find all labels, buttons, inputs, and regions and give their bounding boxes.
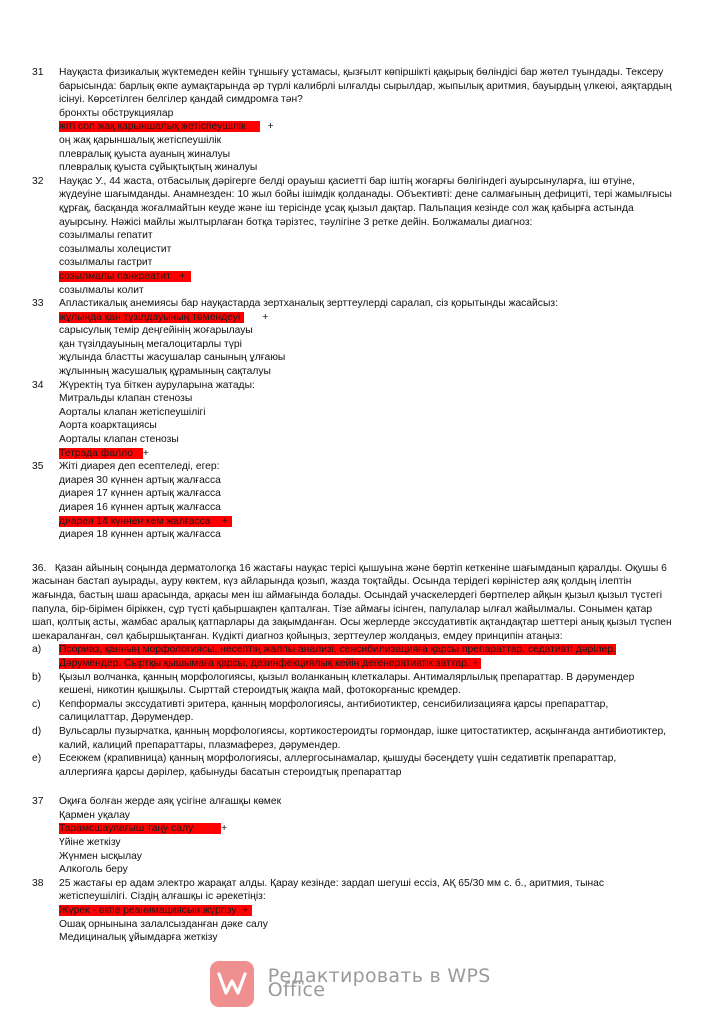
- question-37: [32, 795, 672, 877]
- question-34: [32, 379, 672, 461]
- question-number: 37: [32, 796, 44, 808]
- option-correct: диарея 14 күннен кем жалғасса +: [59, 515, 672, 529]
- option: Аорталы клапан стенозы: [59, 434, 179, 446]
- option: созылмалы колит: [59, 284, 144, 296]
- question-38: [32, 877, 672, 945]
- question-number: 38: [32, 877, 44, 889]
- option: сарысулық темір деңгейінің жоғарылауы: [59, 325, 253, 337]
- question-text: Науқас У., 44 жаста, отбасылық дәрігерге белді орауыш қасиетті бар іштің жоғарғы бөлігіндегі ауырсынуларға, іш өтуіне, жүдеуіне шағымданды. Анамнезден: 10 жыл бойы ішімдік қолданады. Объективті: дене салмағының дефициті, тері жамылғысы құрғақ, басқанда жоғалмайтын кеуде және іш терісінде ұсақ қызыл дақтар. Пальпация кезінде сол жақ қабырға астында ауырсыну. Нәжісі майлы жылтырлаған ботқа тәрізтес, тәулігіне 3 ретке дейін. Болжамалы диагноз:: [59, 175, 672, 228]
- options-list: [32, 311, 672, 379]
- option: диарея 30 күннен артық жалғасса: [59, 474, 221, 486]
- options-list: [32, 474, 672, 542]
- option-correct: Тарамсшаулағыш таңу салу +: [59, 823, 228, 835]
- question-number: 31: [32, 67, 44, 78]
- option: диарея 16 күннен артық жалғасса: [59, 502, 221, 513]
- document-page: [32, 66, 672, 945]
- question-35: [32, 460, 672, 542]
- question-number: 34: [32, 379, 44, 391]
- question-number: 35: [32, 461, 44, 473]
- option: плевралық қуыста сұйықтықтың жиналуы: [59, 162, 258, 174]
- question-text: Жүректің туа біткен ауруларына жатады:: [59, 379, 255, 391]
- answer: d) Вульсарлы пузырчатка, қанның морфологиясы, кортикостероидты гормондар, ішке цитостатиктер, асқынғанда антибиотиктер, калий, калиций препараттары, плазмаферез, дәрумендер.: [32, 725, 667, 751]
- option-correct: Тетрада фалло +: [59, 447, 149, 459]
- option: диарея 17 күннен артық жалғасса: [59, 488, 221, 500]
- question-31: [32, 66, 672, 175]
- options-list: [32, 107, 672, 175]
- option: Медициналық ұйымдарға жеткізу: [59, 932, 218, 944]
- options-list: [32, 904, 672, 945]
- wps-banner-text[interactable]: Редактировать в WPS Office: [267, 965, 491, 1001]
- wps-edit-banner[interactable]: [210, 960, 540, 1008]
- options-list: [32, 809, 672, 877]
- question-number: 32: [32, 175, 44, 187]
- answer: c) Кепформалы экссудативті эритера, қанның морфологиясы, антибиотиктер, сенсибилизацияға қарсы препараттар, салицилаттар, Дәрумендер.: [32, 698, 609, 724]
- option: оң жақ қарыншалық жетіспеушілік: [59, 134, 222, 146]
- question-33: [32, 297, 672, 379]
- question-36: [32, 562, 672, 780]
- option: Аорта коарктациясы: [59, 420, 157, 432]
- question-text: Қазан айының соңында дерматологқа 16 жастағы науқас терісі қышуына және бөртіп кеткеніне шағымданып қаралды. Оқушы 6 жасынан бастап ауырады, ауру көктем, күз айларында қозып, жазда тоқтайды. Осында терідегі көріністер аяқ қолдың ілептін жағында, бастың шаш арасында, арқасы мен іш аймағында болады. Осындай учаскелердегі бөртпелер айқын қызыл қызыл түстегі папула, бір-бірімен біріккен, сұр түсті қабыршақпен қапталған. Тізе аймағы ісінген, папулалар ылғал жайылмалы. Сонымен қатар шап, қолтық асты, жамбас аралық қатпарлары да зақымданған. Осы жерлерде экссудативтік ақтандақтар шеттері анық қызыл түспен шекараланған, сөл қабыршықтанған. Күдікті диагноз қойыңыз, зерттеулер жолдаңыз, емдеу принципін атаңыз:: [32, 562, 672, 642]
- option: Қармен уқалау: [59, 809, 130, 821]
- question-text: Жіті диарея деп есептеледі, егер:: [59, 461, 220, 473]
- wps-logo-icon: [210, 961, 254, 1007]
- option: Ошақ орнынына залалсызданған дәке салу: [59, 918, 268, 930]
- question-text: Апластикалық анемиясы бар науқастарда зертханалық зерттеулерді саралап, сіз қорытынды жасайсыз:: [59, 298, 558, 310]
- option: диарея 18 күннен артық жалғасса: [59, 529, 221, 541]
- option: жұлынның жасушалық құрамының сақталуы: [59, 366, 271, 378]
- option: плевралық қуыста ауаның жиналуы: [59, 148, 231, 160]
- option: созылмалы гепатит: [59, 230, 153, 242]
- option: жұлында бластты жасушалар санының ұлғаюы: [59, 352, 286, 364]
- option: бронхты обструкциялар: [59, 107, 174, 119]
- question-32: [32, 175, 672, 297]
- option: Үйіне жеткізу: [59, 837, 121, 849]
- option-correct: жұлында қан түзілдауының төмендеуі +: [59, 311, 269, 323]
- question-text: Науқаста физикалық жүктемеден кейін тұншығу ұстамасы, қызғылт көпіршікті қақырық бөліндісі бар жөтел туындады. Тексеру барысында: барлық өкпе аумақтарында әр түрлі калибрлі ылғалды сырылдар, жыпылық аритмия, бауырдың үлкеюі, аяқтардың ісінуі. Көрсетілген белгілер қандай симдромға тән?: [59, 67, 672, 106]
- option: Митральды клапан стенозы: [59, 393, 193, 405]
- option-correct: Жүрек - өкпе реанимациясын жүргізу +: [59, 904, 672, 918]
- option-correct: созылмалы панкреатит +: [59, 270, 672, 284]
- option: Аорталы клапан жетіспеушілігі: [59, 406, 206, 418]
- answer: b) Қызыл волчанка, қанның морфологиясы, қызыл воланканың клеткалары. Антималярлылық препараттар. В дәрумендер кешені, никотин қышқылы. Сырттай стероидтық жақпа май, фотокорғаныс кремдер.: [32, 671, 635, 697]
- answer-correct: a) Псориаз, қанның морфологиясы, несептің жалпы анализі, сенсибилизацияға қарсы препараттар, седативті дәрілер. Дәрумендер. Сыртқы қышымаға қарсы, дезинфекциялық кейін дегенеративтік заттар. +: [32, 644, 616, 669]
- answer: e) Есекжем (крапивница) қанның морфологиясы, аллергосынамалар, қышуды бәсеңдету үшін седативтік препараттар, аллергияға қарсы дәрілер, қабынуды басатын стероидтық препараттар: [32, 753, 617, 778]
- option: созылмалы холецистит: [59, 243, 172, 255]
- options-list: [32, 229, 672, 297]
- question-text: 25 жастағы ер адам электро жарақат алды. Қарау кезінде: зардап шегуші ессіз, АҚ 65/30 мм с. б., аритмия, тынас жетіспеушілігі. Сіздің алғашқы іс әрекетіңіз:: [59, 877, 605, 903]
- question-number: 33: [32, 298, 44, 310]
- option: қан түзілдауының мегалоцитарлы түрі: [59, 338, 242, 350]
- option-correct: жіті сол жақ қарыншалық жетіспеушілік +: [59, 121, 274, 133]
- option: Алкоголь беру: [59, 864, 128, 876]
- options-list: [32, 392, 672, 460]
- option: созылмалы гастрит: [59, 257, 153, 269]
- option: Жүнмен ысқылау: [59, 850, 142, 862]
- question-text: Оқиға болған жерде аяқ үсігіне алғашқы көмек: [59, 796, 282, 808]
- question-number: 36.: [32, 562, 47, 574]
